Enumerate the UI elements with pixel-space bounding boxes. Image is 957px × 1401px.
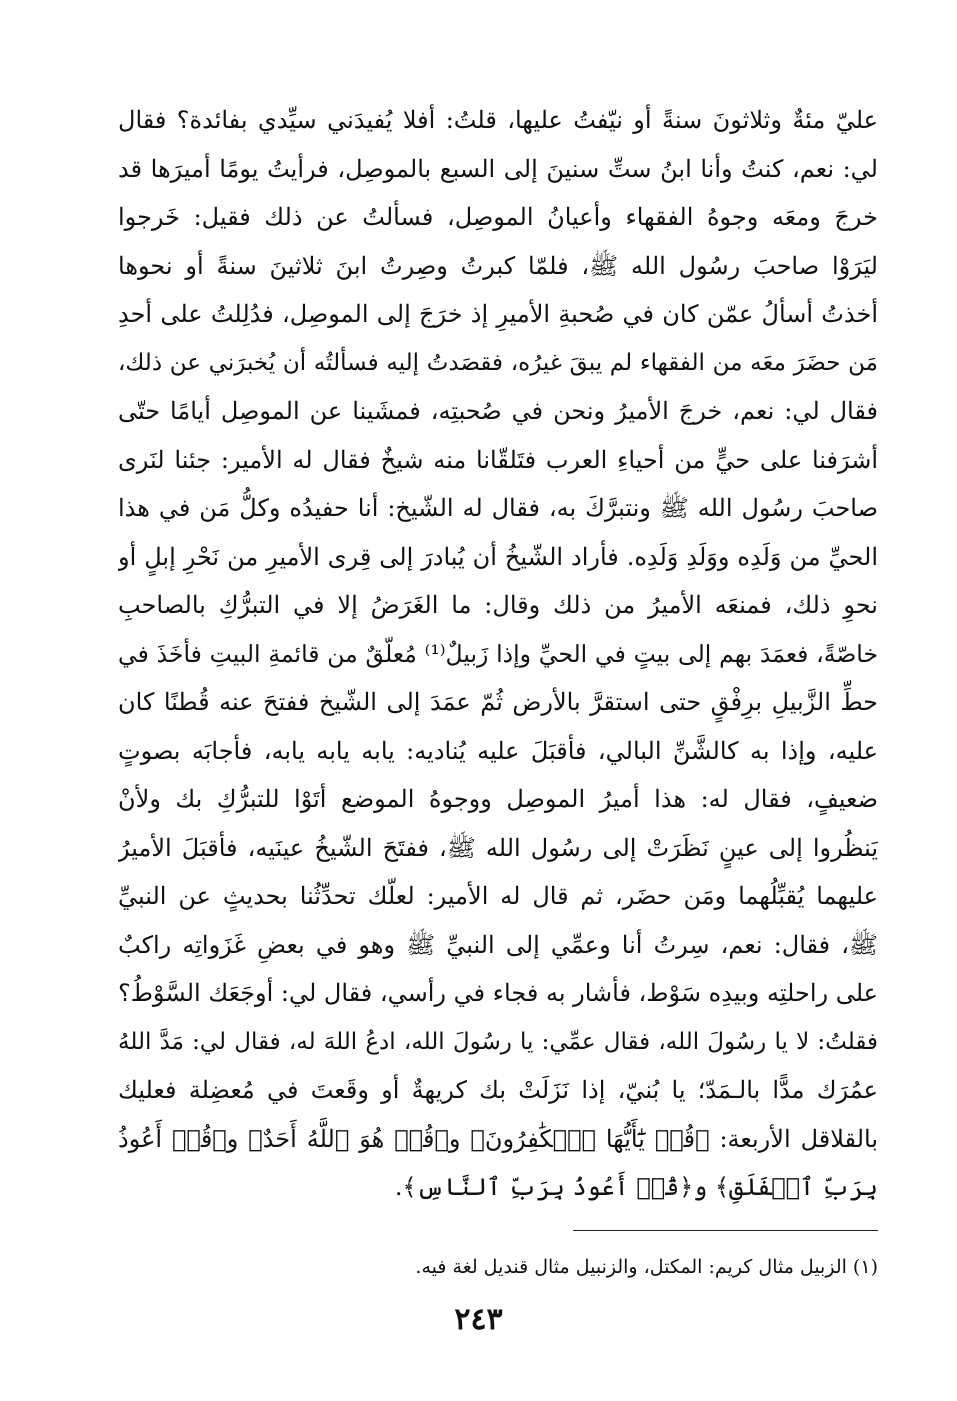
text-line-7: فقال لي: نعم، خرجَ الأميرُ ونحن في صُحبتِه، فمشَينا عن الموصِل أيامًا حتّى [118, 397, 878, 425]
text-line-10: الحيِّ من وَلَدِه ووَلَدِ وَلَدِه. فأراد الشّيخُ أن يُبادرَ إلى قِرى الأميرِ من نَحْرِ إبلٍ أو [118, 542, 878, 571]
footnote-divider [573, 1230, 878, 1231]
text-line-23: بِرَبِّ ٱلۡفَلَقِ﴾ و﴿قُلۡ أَعُوذُ بِرَبِّ ٱلنَّاسِ﴾. [394, 1173, 878, 1201]
text-line-14: عليه، وإذا به كالشَّنِّ البالي، فأقبَلَ عليه يُناديه: يابه يابه يابه، فأجابَه بصوتٍ [118, 736, 878, 765]
footnote: (١) الزبيل مثال كريم: المكتل، والزنبيل مثال قنديل لغة فيه. [415, 1256, 878, 1278]
text-line-20: فقلتُ: لا يا رسُولَ الله، فقال عمِّي: يا رسُولَ الله، ادعُ اللهَ له، فقال لي: مَدَّ اللهُ [118, 1028, 878, 1055]
text-line-18: ﷺ، فقال: نعم، سِرتُ أنا وعمِّي إلى النبيِّ ﷺ وهو في بعضِ غَزَواتِه راكبٌ [118, 930, 878, 959]
text-line-21: عمُرَك مدًّا بالـمَدّ؛ يا بُنيّ، إذا نَزَلَتْ بك كريهةٌ أو وقَعتَ في مُعضِلة فعليك [118, 1076, 878, 1104]
text-line-17: عليهما يُقبِّلُهما ومَن حضَر، ثم قال له الأمير: لعلّك تحدِّثُنا بحديثٍ عن النبيِّ [118, 882, 878, 910]
text-line-1: عليّ مئةٌ وثلاثونَ سنةً أو نيّفتُ عليها، قلتُ: أفلا يُفيدَني سيِّدي بفائدة؟ فقال [118, 106, 878, 134]
text-line-16: يَنظُروا إلى عينٍ نَظَرَتْ إلى رسُول الله ﷺ، ففتَحَ الشّيخُ عينَيه، فأقبَلَ الأميرُ [118, 833, 878, 862]
main-text-block [118, 96, 878, 1212]
text-line-11: نحوِ ذلك، فمنعَه الأميرُ من ذلك وقال: ما الغَرَضُ إلا في التبرُّكِ بالصاحبِ [118, 591, 878, 619]
text-line-4: ليَرَوْا صاحبَ رسُول الله ﷺ، فلمّا كبرتُ وصِرتُ ابنَ ثلاثينَ سنةً أو نحوها [118, 251, 878, 280]
text-line-9: صاحبَ رسُول الله ﷺ ونتبرَّكَ به، فقال له الشّيخ: أنا حفيدُه وكلُّ مَن في هذا [118, 494, 878, 522]
text-line-19: على راحلتِه وبيدِه سَوْط، فأشار به فجاء في رأسي، فقال لي: أوجَعَك السَّوْطُ؟ [118, 979, 878, 1007]
text-line-12: خاصّةً، فعمَدَ بهم إلى بيتٍ في الحيِّ وإذا زَبيلٌ⁽¹⁾ مُعلّقٌ من قائمةِ البيتِ فأخَذَ في [118, 639, 878, 668]
text-line-8: أشرَفنا على حيٍّ من أحياءِ العرب فتَلقّانا منه شيخٌ فقال له الأمير: جئنا لنَرى [118, 445, 878, 474]
text-line-6: مَن حضَرَ معَه من الفقهاء لم يبقَ غيرُه، فقصَدتُ إليه فسألتُه أن يُخبرَني عن ذلك، [118, 349, 878, 376]
text-line-22: بالقلاقل الأربعة: ﴿قُلۡ يَٰٓأَيُّهَا ٱلۡكَٰفِرُونَ﴾ و﴿قُلۡ هُوَ ٱللَّهُ أَحَدٌ﴾ و﴿قُلۡ أَعُوذُ [118, 1124, 878, 1153]
text-line-13: حطِّ الزَّبيلِ برِفْقٍ حتى استقرَّ بالأرض ثُمّ عمَدَ إلى الشّيخ ففتحَ عنه قُطنًا كان [118, 688, 878, 716]
text-line-3: خرجَ ومعَه وجوهُ الفقهاء وأعيانُ الموصِل، فسألتُ عن ذلك فقيل: خَرجوا [118, 203, 878, 231]
text-line-5: أخذتُ أسألُ عمّن كان في صُحبةِ الأميرِ إذ خرَجَ إلى الموصِل، فدُلِلتُ على أحدِ [118, 300, 878, 328]
text-line-2: لي: نعم، كنتُ وأنا ابنُ ستِّ سنينَ إلى السبع بالموصِل، فرأيتُ يومًا أميرَها قد [118, 154, 878, 183]
text-line-15: ضعيفٍ، فقال له: هذا أميرُ الموصِل ووجوهُ الموضع أتَوْا للتبرُّكِ بك ولأنْ [118, 785, 878, 813]
page-number: ٢٤٣ [454, 1302, 503, 1337]
